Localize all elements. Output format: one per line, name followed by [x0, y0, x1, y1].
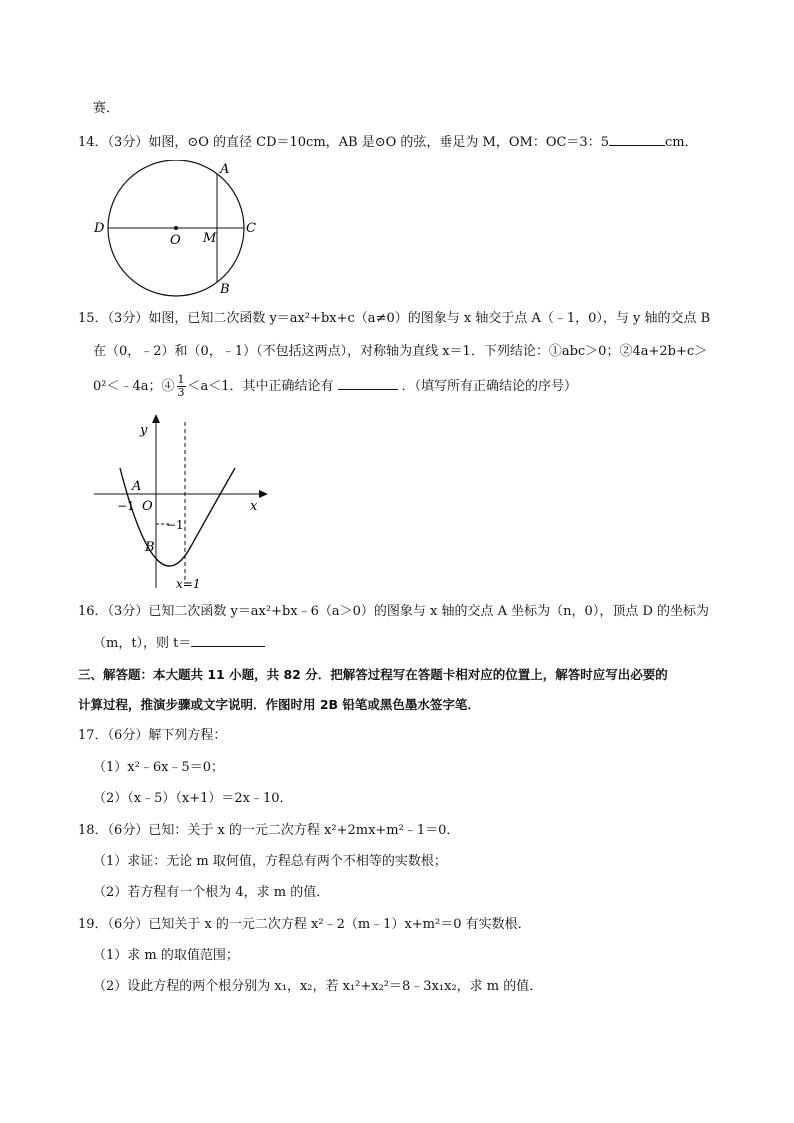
question-15-line2: 在（0，﹣2）和（0，﹣1）（不包括这两点），对称轴为直线 x＝1．下列结论：①abc＞0；②4a+2b+c＞ — [93, 344, 708, 359]
question-17-part-1: （1）x²﹣6x﹣5＝0； — [93, 760, 224, 775]
question-16-text: （m，t），则 t＝ — [93, 636, 192, 651]
section-3-heading-cont: 计算过程，推演步骤或文字说明．作图时用 2B 铅笔或黑色墨水签字笔． — [78, 697, 480, 712]
label-a: A — [220, 162, 230, 177]
question-15-line1: 15．（3分）如图，已知二次函数 y＝ax²+bx+c（a≠0）的图象与 x 轴交于点 A（﹣1，0），与 y 轴的交点 B — [78, 311, 711, 326]
fraction-denominator: 3 — [177, 386, 185, 399]
question-15-mid: ＜a＜1．其中正确结论有 — [187, 379, 334, 394]
question-15-line3 — [93, 374, 577, 399]
text-line: 赛． — [93, 101, 120, 116]
question-16-line1: 16．（3分）已知二次函数 y＝ax²+bx﹣6（a＞0）的图象与 x 轴的交点 A 坐标为（n，0），顶点 D 的坐标为 — [78, 604, 710, 619]
question-15-post: ．（填写所有正确结论的序号） — [401, 379, 578, 394]
center-point — [174, 226, 178, 230]
label-neg1-y: −1 — [166, 518, 184, 532]
fraction — [177, 374, 186, 399]
question-17: 17．（6分）解下列方程： — [78, 728, 227, 743]
label-o: O — [142, 499, 153, 514]
answer-blank — [338, 377, 398, 390]
question-18-part-2: （2）若方程有一个根为 4，求 m 的值． — [93, 885, 330, 900]
label-b: B — [145, 540, 155, 555]
question-18: 18．（6分）已知：关于 x 的一元二次方程 x²+2mx+m²﹣1＝0． — [78, 823, 460, 838]
question-16-line2 — [93, 634, 265, 653]
parabola-figure — [90, 408, 275, 593]
label-o: O — [170, 233, 181, 248]
label-neg1-x: −1 — [117, 499, 135, 513]
label-axis-of-symmetry: x=1 — [176, 577, 201, 591]
label-m: M — [203, 231, 217, 246]
circle-figure — [90, 160, 265, 300]
label-b: B — [220, 282, 230, 297]
answer-blank — [609, 133, 665, 146]
label-y: y — [140, 423, 148, 438]
fraction-numerator: 1 — [177, 373, 185, 386]
question-14 — [78, 133, 698, 152]
question-19-part-2: （2）设此方程的两个根分别为 x₁，x₂，若 x₁²+x₂²＝8﹣3x₁x₂，求 m 的值． — [93, 979, 543, 994]
label-c: C — [246, 221, 256, 236]
question-18-part-1: （1）求证：无论 m 取何值，方程总有两个不相等的实数根； — [93, 854, 447, 869]
question-19: 19．（6分）已知关于 x 的一元二次方程 x²﹣2（m﹣1）x+m²＝0 有实数根． — [78, 917, 531, 932]
question-14-text: 14．（3分）如图，⊙O 的直径 CD＝10cm，AB 是⊙O 的弦，垂足为 M，OM：OC＝3：5 — [78, 135, 609, 150]
question-15-pre: 0²＜﹣4a；④ — [93, 379, 175, 394]
answer-blank — [191, 634, 265, 647]
question-17-part-2: （2）（x﹣5）（x+1）＝2x﹣10． — [93, 791, 293, 806]
x-axis-arrow-icon — [259, 490, 268, 498]
section-3-heading: 三、解答题：本大题共 11 小题，共 82 分．把解答过程写在答题卡相对应的位置上，解答时应写出必要的 — [78, 667, 668, 682]
question-19-part-1: （1）求 m 的取值范围； — [93, 948, 239, 963]
label-d: D — [94, 221, 105, 236]
y-axis-arrow-icon — [152, 414, 160, 423]
question-14-unit: cm． — [664, 135, 698, 150]
label-a: A — [132, 479, 142, 494]
label-x: x — [250, 499, 258, 514]
